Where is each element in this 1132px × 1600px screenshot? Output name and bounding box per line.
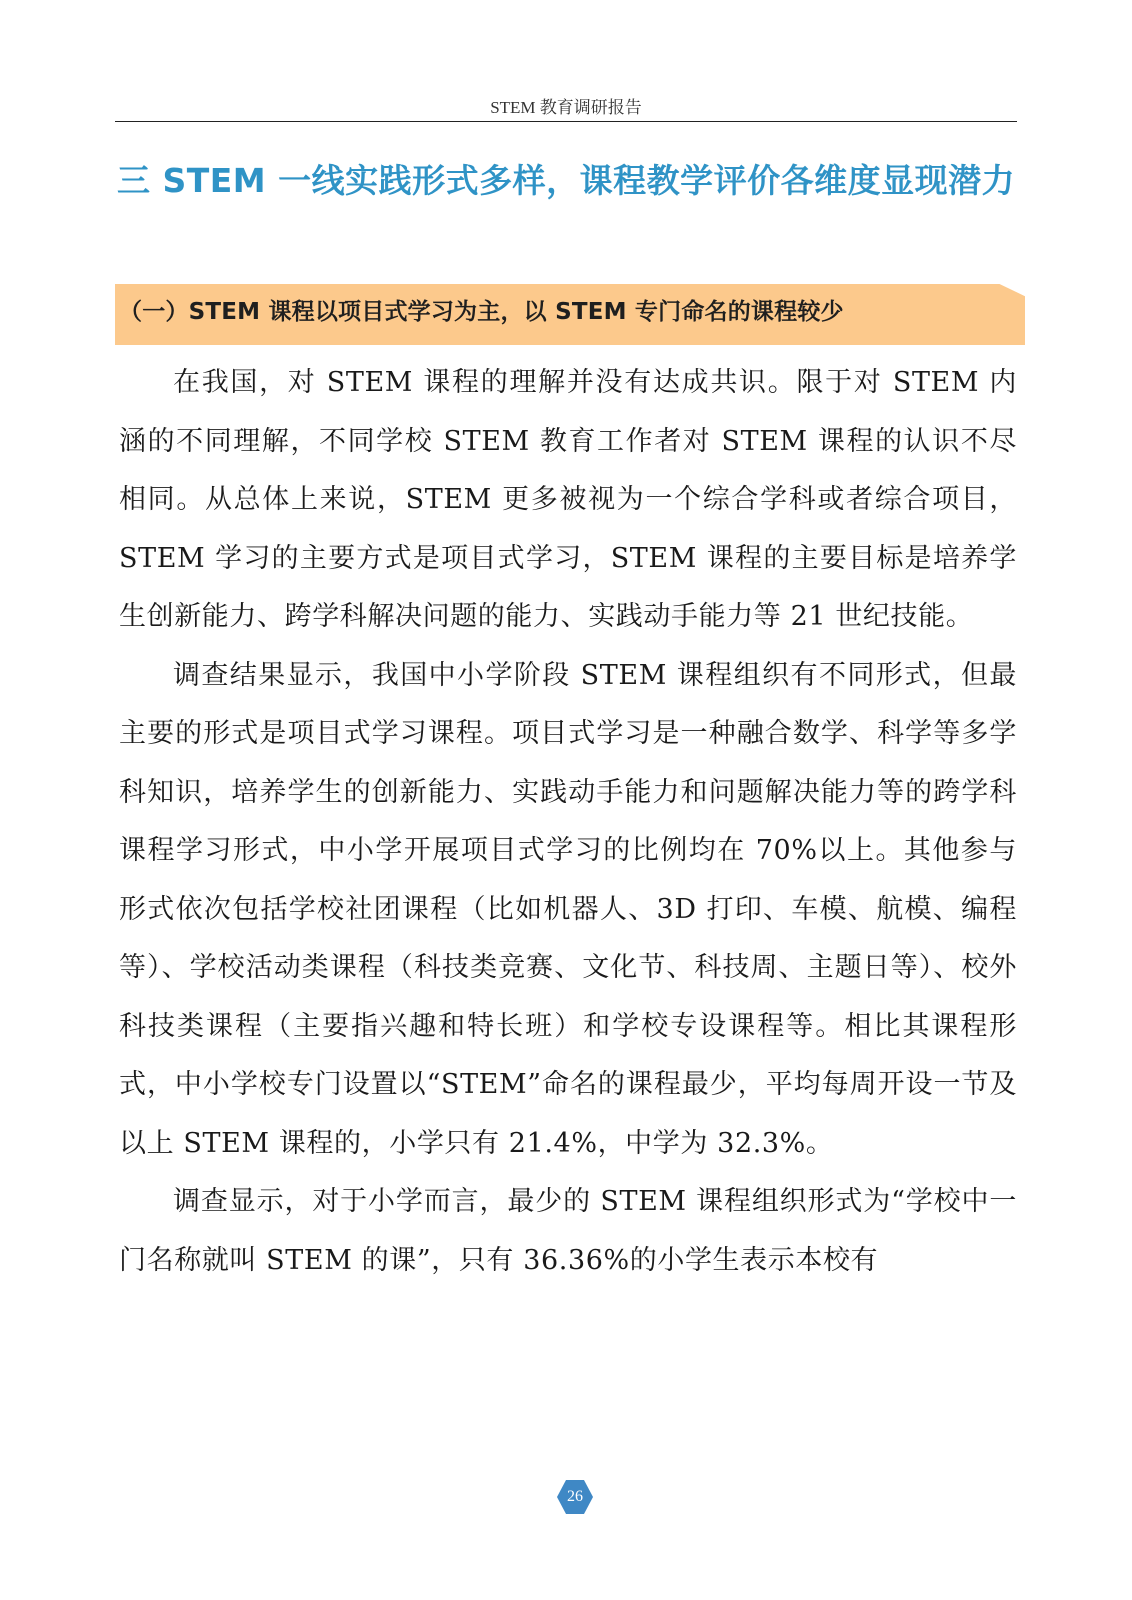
body-text — [119, 354, 1017, 1290]
section-title: （一）STEM 课程以项目式学习为主，以 STEM 专门命名的课程较少 — [119, 299, 844, 325]
paragraph: 调查结果显示，我国中小学阶段 STEM 课程组织有不同形式，但最主要的形式是项目式学习课程。项目式学习是一种融合数学、科学等多学科知识，培养学生的创新能力、实践动手能力和问题解决能力等的跨学科课程学习形式，中小学开展项目式学习的比例均在 70%以上。其他参与形式依次包括学校社团课程（比如机器人、3D 打印、车模、航模、编程等）、学校活动类课程（科技类竞赛、文化节、科技周、主题日等）、校外科技类课程（主要指兴趣和特长班）和学校专设课程等。相比其课程形式，中小学校专门设置以“STEM”命名的课程最少，平均每周开设一节及以上 STEM 课程的，小学只有 21.4%，中学为 32.3%。 — [119, 659, 1017, 1159]
chapter-title: 三 STEM 一线实践形式多样，课程教学评价各维度显现潜力 — [117, 161, 1016, 200]
header-divider — [115, 121, 1017, 122]
page-number: 26 — [567, 1488, 583, 1505]
paragraph: 在我国，对 STEM 课程的理解并没有达成共识。限于对 STEM 内涵的不同理解，不同学校 STEM 教育工作者对 STEM 课程的认识不尽相同。从总体上来说，STEM 更多被视为一个综合学科或者综合项目，STEM 学习的主要方式是项目式学习，STEM 课程的主要目标是培养学生创新能力、跨学科解决问题的能力、实践动手能力等 21 世纪技能。 — [119, 367, 1017, 632]
paragraph: 调查显示，对于小学而言，最少的 STEM 课程组织形式为“学校中一门名称就叫 STEM 的课”，只有 36.36%的小学生表示本校有 — [119, 1186, 1017, 1276]
running-header: STEM 教育调研报告 — [490, 98, 642, 117]
